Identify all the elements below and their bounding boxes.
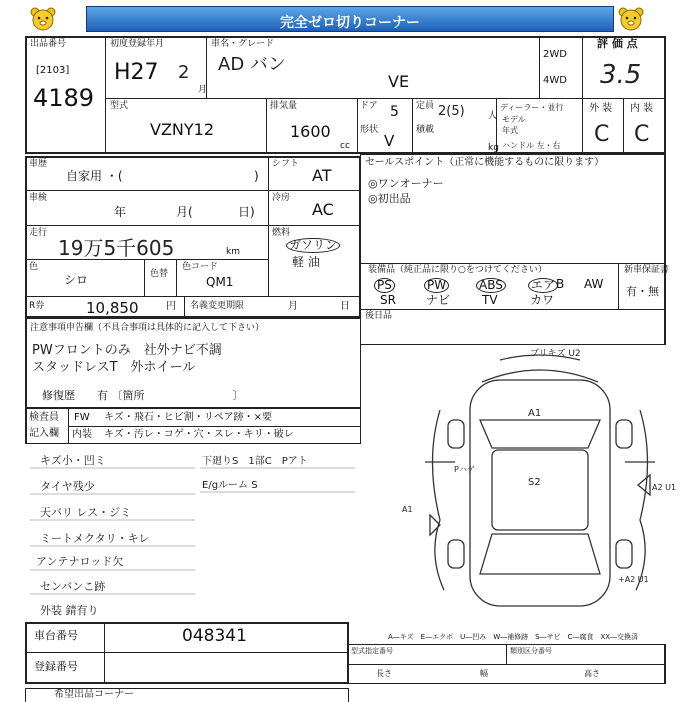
divider: [184, 297, 185, 318]
equip-tv: TV: [482, 293, 498, 307]
equip-pw: [424, 278, 449, 293]
dealer-model-year: モデル年式: [502, 115, 526, 135]
capacity-value: 2(5): [438, 104, 465, 119]
equipment-label: 装備品（純正品に限り○をつけてください）: [368, 265, 547, 275]
interior-label: 内 装: [630, 103, 654, 114]
plate-label: 登録番号: [34, 660, 78, 673]
dealer-handle: ハンドル 左・右: [502, 141, 561, 150]
divider: [506, 644, 507, 664]
expiry-label: 名義変更期限: [190, 301, 245, 311]
remarks-label: 後日品: [365, 311, 393, 321]
interior-value: C: [634, 122, 650, 147]
inspection-year: 年: [114, 205, 127, 219]
inspection-day: 日): [238, 205, 255, 219]
registration-era-year: H27: [114, 60, 159, 85]
inspection-label: 車検: [29, 193, 48, 203]
model-value: VZNY12: [150, 120, 215, 139]
drive-4wd: 4WD: [543, 75, 567, 86]
diagram-label-a1b: A1: [402, 505, 413, 514]
doors-label: ドア: [360, 101, 378, 111]
car-name: AD バン: [218, 54, 286, 75]
divider: [25, 190, 361, 191]
usage-label: 車歴: [29, 159, 48, 169]
inspector-interior-label: 内装: [72, 429, 92, 440]
equip-sr: SR: [380, 293, 396, 307]
divider: [176, 260, 177, 296]
equip-ps: [374, 278, 395, 293]
diagram-label-a2: A2 U1: [652, 483, 677, 492]
aircon-label: 冷房: [272, 193, 291, 203]
color-value: シロ: [64, 273, 89, 287]
color-code-label: 色コード: [182, 262, 219, 272]
mileage-value: 19万5千605: [58, 236, 175, 260]
divider: [144, 260, 145, 296]
notes-label: 注意事項申告欄（不具合事項は具体的に記入して下さい）: [30, 323, 265, 333]
model-label: 型式: [110, 101, 129, 111]
handwritten-note: タイヤ残少: [40, 480, 95, 493]
spec-height: 高さ: [584, 669, 600, 678]
divider: [25, 225, 361, 226]
displacement-value: 1600: [290, 122, 331, 141]
usage-value: 自家用 ・(: [66, 169, 123, 183]
load-unit: kg: [488, 143, 499, 153]
handwritten-note: キズ小・凹ミ: [40, 454, 106, 467]
inspector-label-2: 記入欄: [29, 428, 59, 439]
footer-label: 希望出品コーナー: [54, 689, 134, 700]
banner-title: 完全ゼロ切りコーナー: [280, 15, 420, 31]
equip-aircon-circle: エア: [528, 278, 558, 293]
expiry-month: 月: [288, 301, 298, 312]
usage-close: ): [254, 169, 259, 183]
dealer-label: ディーラー・並行: [500, 103, 564, 112]
equip-ps-circle: PS: [374, 278, 395, 293]
equip-abs-circle: ABS: [476, 278, 506, 293]
inspector-label: 検査員: [29, 412, 59, 423]
handwritten-note: アンテナロッド欠: [36, 555, 124, 568]
chassis-label: 車台番号: [34, 629, 78, 642]
shift-value: AT: [312, 166, 332, 185]
notes-line: スタッドレスT 外ホイール: [32, 360, 196, 375]
spec-length: 長さ: [376, 669, 392, 678]
fuel-diesel: 軽 油: [292, 255, 320, 269]
notes-line: PWフロントのみ 社外ナビ不調: [32, 343, 222, 358]
damage-legend: A―キズ E―エクボ U―凹み W―補修跡 S―サビ C―腐食 XX―交換済: [388, 633, 639, 641]
exterior-value: C: [594, 122, 610, 147]
registration-month-unit: 月: [198, 85, 208, 95]
score-value: 3.5: [600, 60, 642, 90]
score-label: 評 価 点: [597, 37, 638, 50]
exterior-label: 外 装: [589, 103, 613, 114]
shape-label: 形状: [360, 125, 379, 135]
chassis-value: 048341: [182, 626, 247, 646]
lot-number: 4189: [33, 84, 95, 112]
handwritten-note: 外装 錆有り: [40, 604, 99, 617]
handwritten-note: 下廻りS 1部C Pアト: [202, 456, 308, 467]
car-diagram: [400, 349, 677, 620]
spec-width: 幅: [480, 669, 488, 678]
diagram-label-pw: Pハゲ: [454, 465, 475, 474]
car-grade: VE: [388, 72, 410, 91]
car-name-label: 車名・グレード: [211, 39, 275, 49]
divider: [25, 296, 361, 297]
registration-label: 初度登録年月: [110, 39, 165, 49]
registration-month: 2: [178, 62, 190, 83]
recycle-label: R券: [29, 301, 45, 311]
color-label: 色: [29, 262, 39, 272]
spec-class-label: 類別区分番号: [510, 647, 552, 655]
color-code: QM1: [206, 275, 234, 289]
equip-abs: [476, 278, 506, 293]
lot-code: [2103]: [36, 65, 70, 76]
drive-cell: [539, 36, 583, 99]
divider: [618, 263, 619, 310]
divider: [268, 156, 269, 296]
sales-point-item: ◎ワンオーナー: [368, 177, 444, 190]
inspector-interior-items: キズ・汚レ・コゲ・穴・スレ・キリ・破レ: [104, 429, 294, 440]
divider: [68, 426, 361, 427]
diagram-label-top: ブリキズ U2: [530, 349, 581, 359]
fuel-label: 燃料: [272, 228, 291, 238]
equip-navi: ナビ: [426, 293, 451, 307]
equip-b: B: [556, 277, 565, 291]
capacity-label: 定員: [416, 101, 435, 111]
diagram-label-bottom: +A2 U1: [618, 575, 649, 584]
recycle-value: 10,850: [86, 299, 139, 317]
shift-label: シフト: [272, 159, 300, 169]
shape-value: V: [384, 132, 395, 150]
equip-aw: AW: [584, 277, 604, 291]
sales-point-item: ◎初出品: [368, 192, 411, 205]
bear-mascot-icon: [616, 6, 646, 32]
inspector-fw: FW: [74, 412, 90, 423]
doors-value: 5: [390, 104, 399, 120]
mileage-unit: km: [226, 247, 240, 257]
title-banner: [86, 6, 614, 32]
diagram-label-s2: S2: [528, 477, 541, 488]
bear-mascot-icon: [28, 6, 58, 32]
handwritten-note: 天バリ レス・ジミ: [40, 506, 132, 519]
note-lines: [25, 444, 361, 620]
divider: [25, 652, 349, 653]
displacement-unit: cc: [340, 141, 350, 151]
expiry-day: 日: [340, 301, 350, 312]
load-label: 積載: [416, 125, 435, 135]
fuel-gasoline-circle: ガソリン: [286, 238, 340, 253]
handwritten-note: センバンこ跡: [40, 580, 106, 593]
capacity-unit: 人: [488, 111, 498, 121]
repair-history: 修復歴 有 〔箇所 〕: [42, 389, 244, 402]
drive-2wd: 2WD: [543, 49, 567, 60]
displacement-label: 排気量: [270, 101, 298, 111]
sales-points-label: セールスポイント（正常に機能するものに限ります）: [365, 157, 605, 168]
sales-points-cell: [360, 154, 666, 264]
diagram-label-a1: A1: [528, 408, 542, 419]
remarks-cell: [360, 309, 666, 345]
inspector-fw-items: キズ・飛石・ヒビ割・リペア跡・×要: [104, 412, 272, 423]
divider: [104, 622, 105, 684]
aircon-value: AC: [312, 200, 334, 219]
guarantee-value: 有・無: [626, 285, 659, 298]
handwritten-note: E/gルーム S: [202, 480, 258, 491]
color-change-label: 色替: [150, 269, 169, 279]
equip-pw-circle: PW: [424, 278, 449, 293]
fuel-gasoline: [286, 238, 340, 253]
inspection-month: 月(: [176, 205, 193, 219]
mileage-label: 走行: [29, 228, 48, 238]
handwritten-note: ミートメクタリ・キレ: [40, 532, 150, 545]
equip-aircon: [528, 278, 558, 293]
recycle-unit: 円: [166, 301, 176, 312]
spec-model-label: 型式指定番号: [351, 647, 393, 655]
divider: [348, 664, 666, 665]
equip-leather: カワ: [530, 293, 555, 307]
lot-label: 出品番号: [30, 39, 67, 49]
guarantee-label: 新車保証書: [624, 265, 670, 275]
